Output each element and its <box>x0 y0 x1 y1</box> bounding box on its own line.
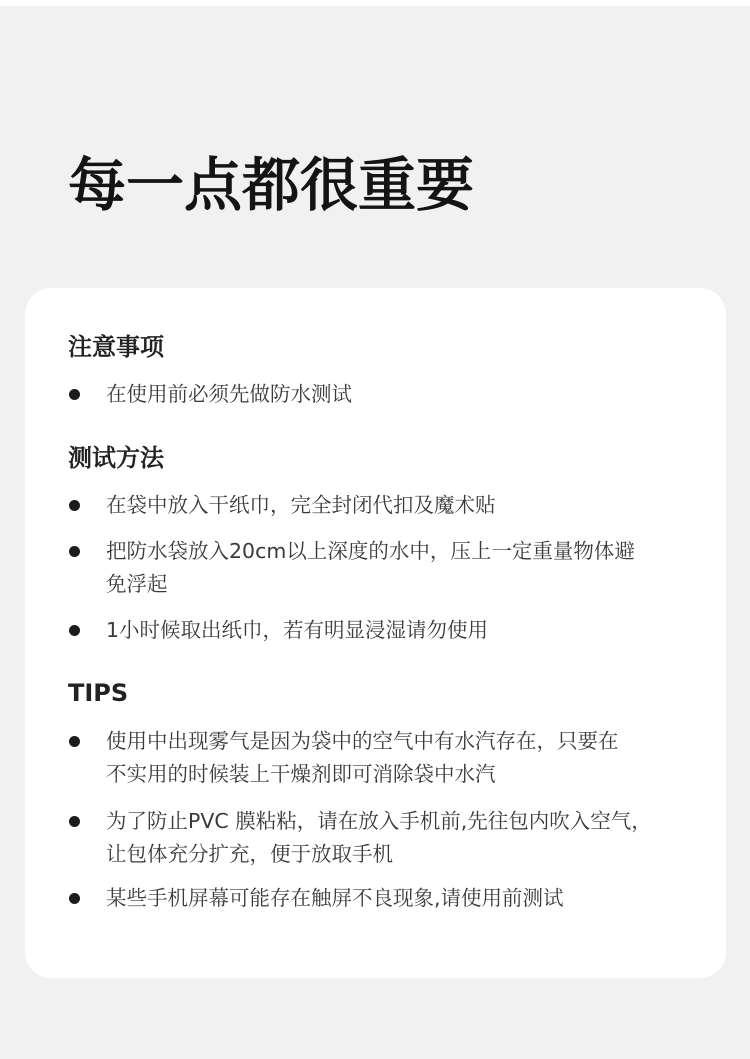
page-title: 每一点都很重要 <box>68 151 475 219</box>
bullet-dot-icon <box>69 736 80 747</box>
bullet-dot-icon <box>69 816 80 827</box>
list-item-text: 使用中出现雾气是因为袋中的空气中有水汽存在，只要在 不实用的时候装上干燥剂即可消除袋中水汽 <box>106 729 619 786</box>
section-heading-precautions: 注意事项 <box>68 333 164 361</box>
list-item-text: 为了防止PVC 膜粘粘，请在放入手机前,先往包内吹入空气， 让包体充分扩充，便于放取手机 <box>106 809 652 866</box>
bullet-dot-icon <box>69 389 80 400</box>
bullet-dot-icon <box>69 546 80 557</box>
list-item-text: 某些手机屏幕可能存在触屏不良现象,请使用前测试 <box>106 886 564 910</box>
section-heading-test-method: 测试方法 <box>68 444 164 472</box>
bullet-dot-icon <box>69 625 80 636</box>
bullet-dot-icon <box>69 500 80 511</box>
list-item-text: 在使用前必须先做防水测试 <box>106 382 352 406</box>
list-item-text: 1小时候取出纸巾，若有明显浸湿请勿使用 <box>106 618 489 642</box>
list-item-text: 把防水袋放入20cm以上深度的水中，压上一定重量物体避 免浮起 <box>106 539 635 596</box>
notes-card <box>25 288 726 978</box>
section-heading-tips: TIPS <box>68 679 129 707</box>
bullet-dot-icon <box>69 893 80 904</box>
background-panel <box>0 6 750 1059</box>
list-item-text: 在袋中放入干纸巾，完全封闭代扣及魔术贴 <box>106 493 496 517</box>
